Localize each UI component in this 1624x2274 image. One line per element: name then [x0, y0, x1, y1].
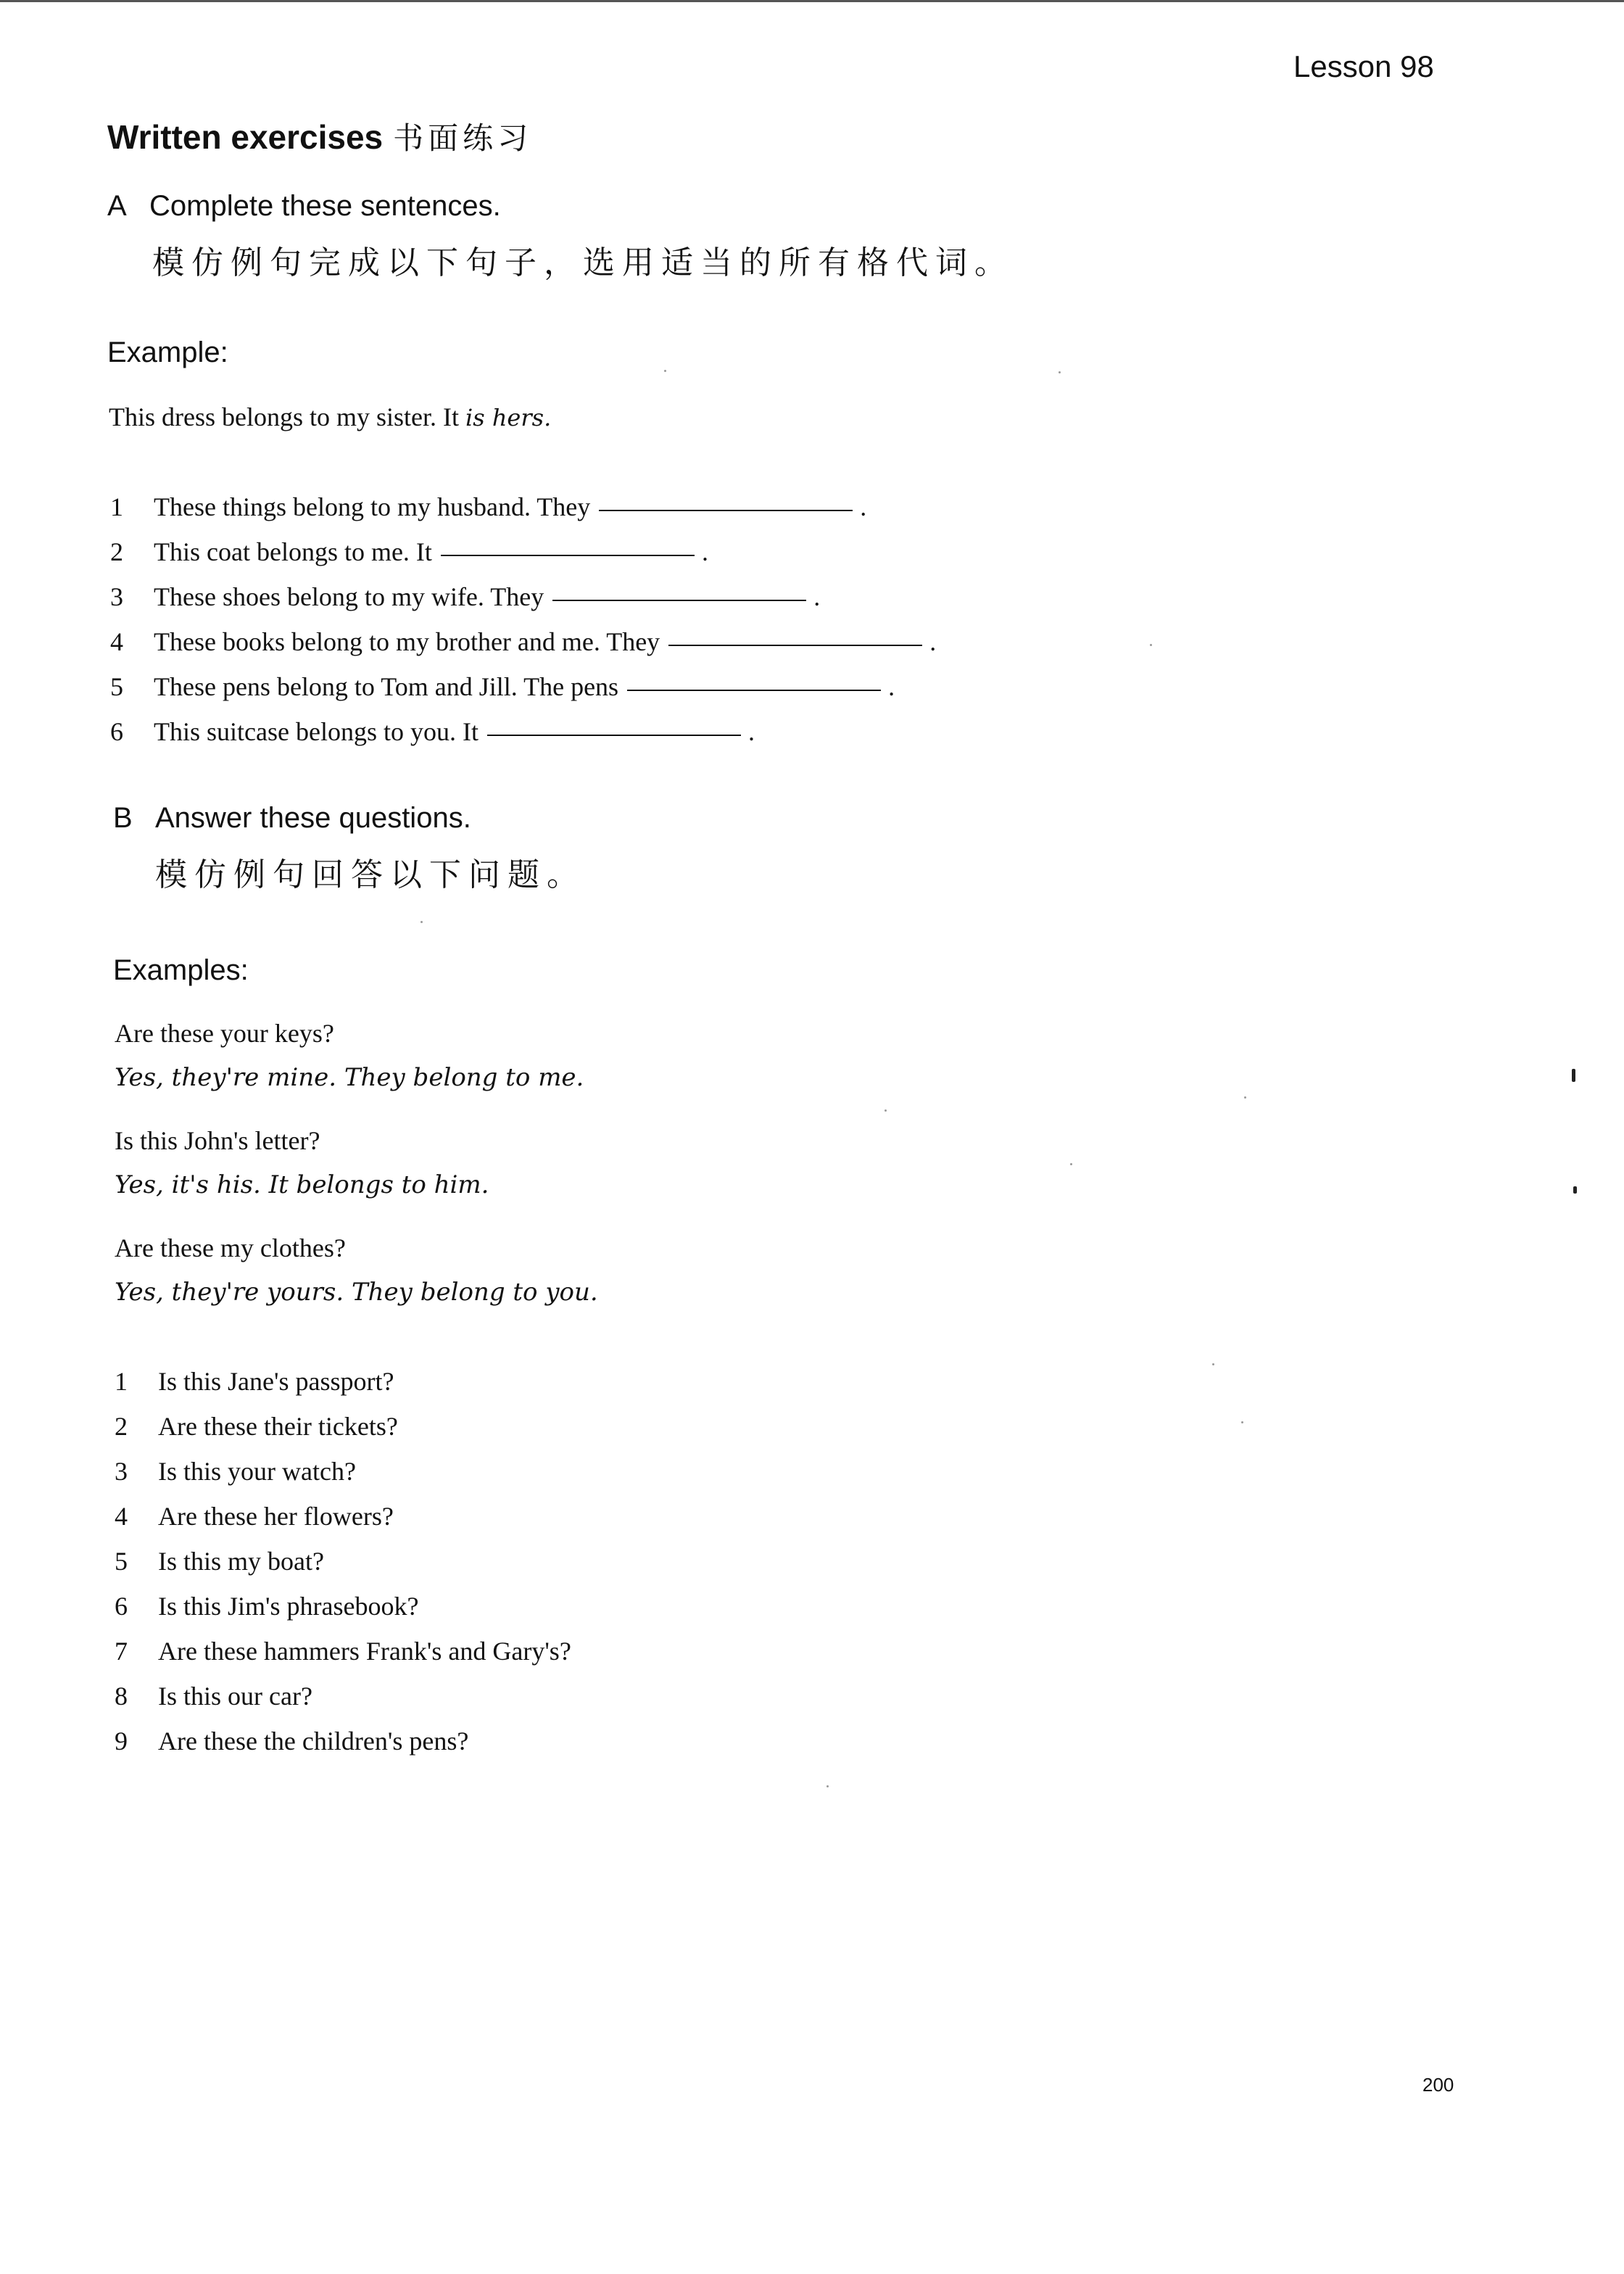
exercise-a-item	[110, 671, 895, 702]
exercise-a-item	[110, 537, 708, 567]
item-number: 2	[110, 537, 123, 566]
page-number: 200	[1422, 2074, 1454, 2096]
item-text: Is this my boat?	[158, 1547, 324, 1576]
question-item	[115, 1411, 398, 1442]
exercise-a-item	[110, 582, 820, 612]
item-period: .	[860, 492, 867, 521]
example-answer: Yes, it's his. It belongs to him.	[115, 1170, 489, 1199]
item-text: Is this Jim's phrasebook?	[158, 1592, 419, 1621]
item-text: Is this our car?	[158, 1682, 312, 1711]
example-answer: Yes, they're yours. They belong to you.	[115, 1278, 598, 1307]
scan-speck	[1212, 1363, 1214, 1365]
answer-blank[interactable]	[627, 690, 881, 691]
item-number: 1	[115, 1367, 128, 1396]
lesson-header: Lesson 98	[1293, 49, 1434, 83]
item-period: .	[701, 537, 708, 566]
exercise-a-item	[110, 716, 755, 747]
item-text: These books belong to my brother and me. They	[154, 627, 660, 656]
item-number: 6	[115, 1592, 128, 1621]
question-item	[115, 1546, 324, 1576]
section-b-chinese-instruction: 模仿例句回答以下问题。	[155, 856, 586, 893]
item-period: .	[747, 717, 755, 746]
scan-speck	[420, 921, 423, 923]
section-b-heading	[113, 802, 471, 835]
item-number: 7	[115, 1637, 128, 1666]
answer-blank[interactable]	[552, 600, 806, 601]
example-question: Are these your keys?	[115, 1019, 334, 1048]
example-question: Is this John's letter?	[115, 1126, 320, 1155]
item-number: 8	[115, 1682, 128, 1711]
item-text: Is this your watch?	[158, 1457, 356, 1486]
item-text: Are these the children's pens?	[158, 1727, 469, 1756]
page-title	[107, 115, 532, 158]
example-answer: Yes, they're mine. They belong to me.	[115, 1063, 584, 1092]
question-item	[115, 1366, 394, 1397]
item-text: These shoes belong to my wife. They	[154, 582, 544, 611]
question-item	[115, 1456, 356, 1487]
section-b-heading-text: Answer these questions.	[155, 802, 471, 834]
item-period: .	[888, 672, 895, 701]
answer-blank[interactable]	[599, 510, 853, 511]
item-number: 3	[115, 1457, 128, 1486]
section-a-heading	[107, 190, 501, 223]
section-a-example-label: Example:	[107, 336, 228, 368]
item-number: 5	[115, 1547, 128, 1576]
title-english: Written exercises	[107, 118, 384, 156]
item-period: .	[813, 582, 821, 611]
item-number: 2	[115, 1412, 128, 1441]
item-text: This coat belongs to me. It	[154, 537, 432, 566]
section-a-heading-text: Complete these sentences.	[149, 190, 501, 222]
scan-speck	[1058, 371, 1061, 373]
item-text: This suitcase belongs to you. It	[154, 717, 478, 746]
item-text: Is this Jane's passport?	[158, 1367, 394, 1396]
answer-blank[interactable]	[441, 555, 695, 556]
scan-mark	[1572, 1069, 1575, 1082]
question-item	[115, 1726, 468, 1756]
item-number: 4	[115, 1502, 128, 1531]
exercise-a-item	[110, 492, 866, 522]
item-number: 3	[110, 582, 123, 611]
exercise-a-item	[110, 627, 936, 657]
item-text: These things belong to my husband. They	[154, 492, 591, 521]
question-item	[115, 1681, 312, 1711]
section-a-example-sentence	[109, 402, 551, 432]
item-number: 4	[110, 627, 123, 656]
example-question: Are these my clothes?	[115, 1233, 346, 1262]
item-number: 9	[115, 1727, 128, 1756]
item-number: 6	[110, 717, 123, 746]
scan-speck	[884, 1109, 887, 1112]
item-text: Are these their tickets?	[158, 1412, 398, 1441]
section-b-letter: B	[113, 802, 133, 834]
scan-speck	[1244, 1096, 1246, 1099]
example-answer: is hers.	[465, 404, 552, 431]
answer-blank[interactable]	[668, 645, 922, 646]
item-text: Are these hammers Frank's and Gary's?	[158, 1637, 571, 1666]
question-item	[115, 1636, 571, 1666]
item-text: Are these her flowers?	[158, 1502, 394, 1531]
scan-speck	[1150, 644, 1152, 646]
item-number: 1	[110, 492, 123, 521]
scan-speck	[1241, 1421, 1243, 1423]
example-prompt: This dress belongs to my sister. It	[109, 402, 459, 431]
scan-speck	[826, 1785, 829, 1787]
item-text: These pens belong to Tom and Jill. The pens	[154, 672, 619, 701]
question-item	[115, 1501, 394, 1531]
scan-mark	[1573, 1186, 1577, 1194]
section-a-chinese-instruction: 模仿例句完成以下句子，选用适当的所有格代词。	[152, 244, 1014, 281]
scan-speck	[1070, 1163, 1072, 1165]
question-item	[115, 1591, 418, 1621]
item-period: .	[929, 627, 937, 656]
answer-blank[interactable]	[487, 735, 741, 736]
item-number: 5	[110, 672, 123, 701]
scan-speck	[664, 370, 666, 372]
page-top-border	[0, 0, 1624, 2]
section-a-letter: A	[107, 190, 127, 222]
title-chinese: 书面练习	[393, 121, 533, 155]
section-b-examples-label: Examples:	[113, 954, 249, 986]
